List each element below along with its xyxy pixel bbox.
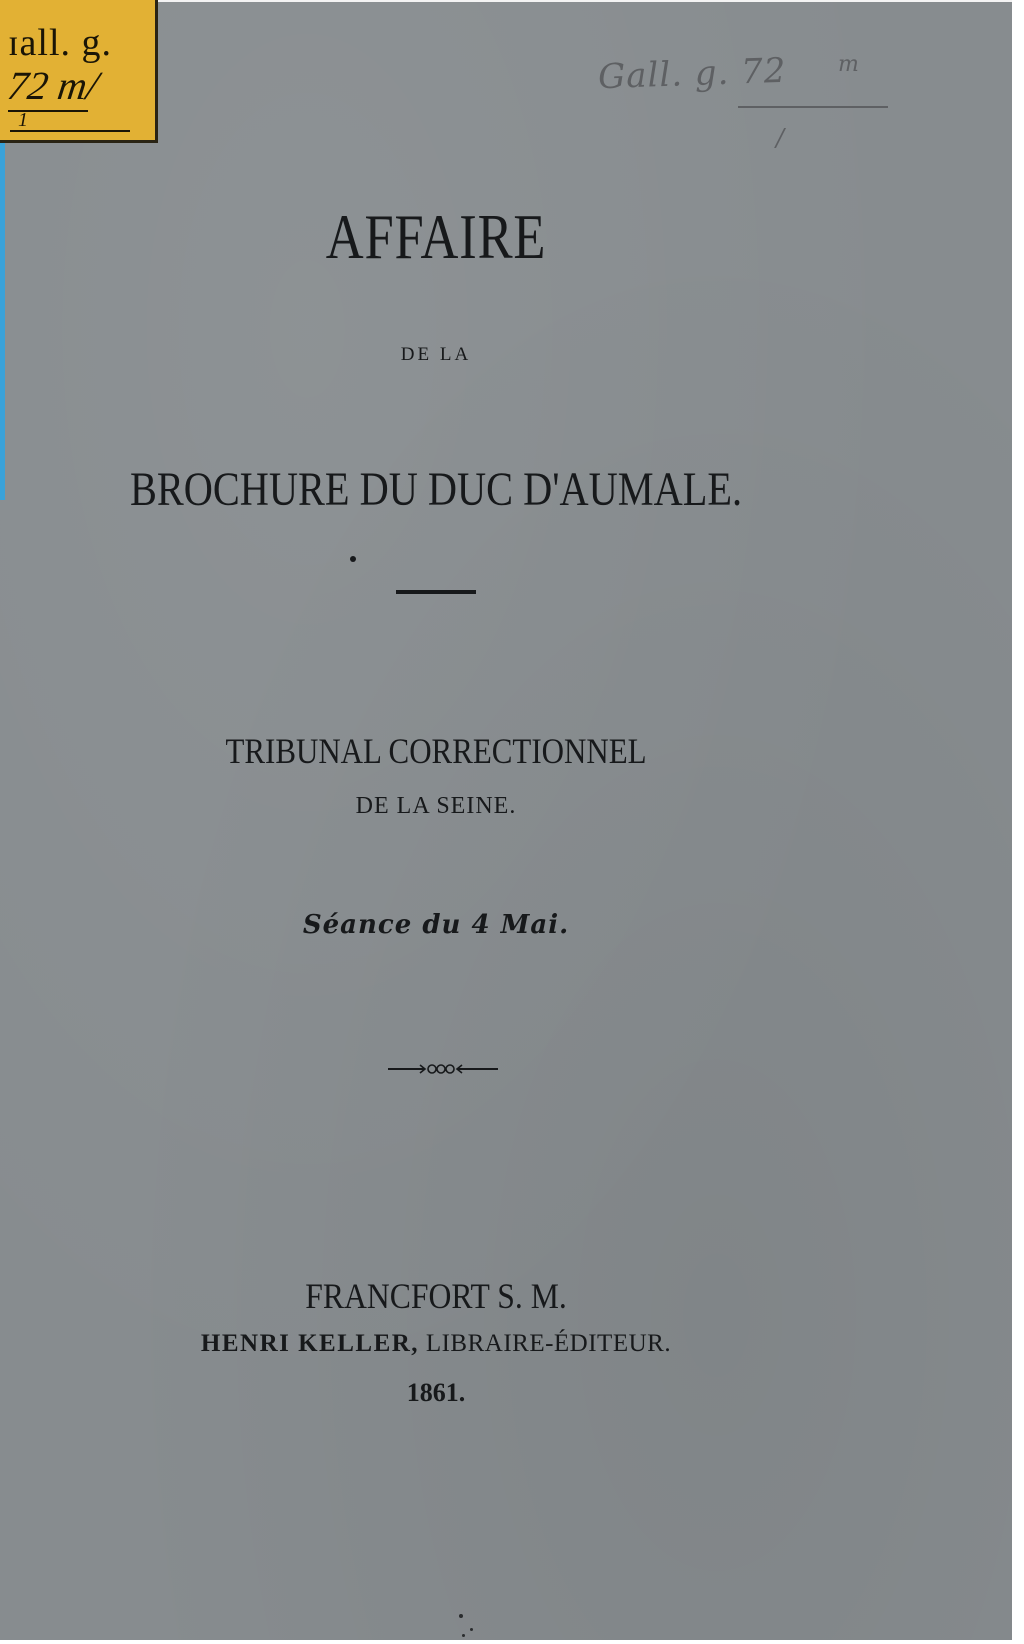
title-connector: DE LA xyxy=(400,344,472,365)
shelfmark-rule xyxy=(738,106,888,108)
court-place: DE LA SEINE. xyxy=(355,793,517,819)
title-divider xyxy=(396,590,476,594)
shelfmark-superscript: m xyxy=(838,52,859,77)
library-label-line1: ɪall. g. xyxy=(8,22,113,64)
handwritten-shelfmark xyxy=(588,52,908,162)
library-label-line3: 1 xyxy=(18,109,28,131)
library-label-line2: 72 m/ xyxy=(4,63,102,108)
ink-dot xyxy=(350,556,356,562)
paper-speck xyxy=(462,1634,465,1637)
scan-edge-bottom xyxy=(0,1640,1024,1644)
court-name: TRIBUNAL CORRECTIONNEL xyxy=(225,731,647,771)
session-date: Séance du 4 Mai. xyxy=(302,910,570,940)
imprint-year: 1861. xyxy=(406,1378,466,1407)
subject-title: BROCHURE DU DUC D'AUMALE. xyxy=(129,463,743,516)
shelfmark-subscript: / xyxy=(776,124,785,152)
library-label-underline xyxy=(10,130,130,132)
page-title: AFFAIRE xyxy=(325,201,547,272)
publisher-role: LIBRAIRE-ÉDITEUR. xyxy=(425,1330,672,1357)
paper-speck xyxy=(470,1628,473,1631)
scan-edge-right xyxy=(1012,0,1024,1644)
publisher-name: HENRI KELLER, xyxy=(200,1330,420,1357)
imprint-publisher xyxy=(0,1330,872,1358)
shelfmark-main: Gall. g. 72 xyxy=(597,50,788,98)
paper-speck xyxy=(459,1614,463,1618)
ornament-divider xyxy=(388,1060,498,1078)
library-label xyxy=(0,0,158,143)
imprint-place: FRANCFORT S. M. xyxy=(305,1276,567,1316)
